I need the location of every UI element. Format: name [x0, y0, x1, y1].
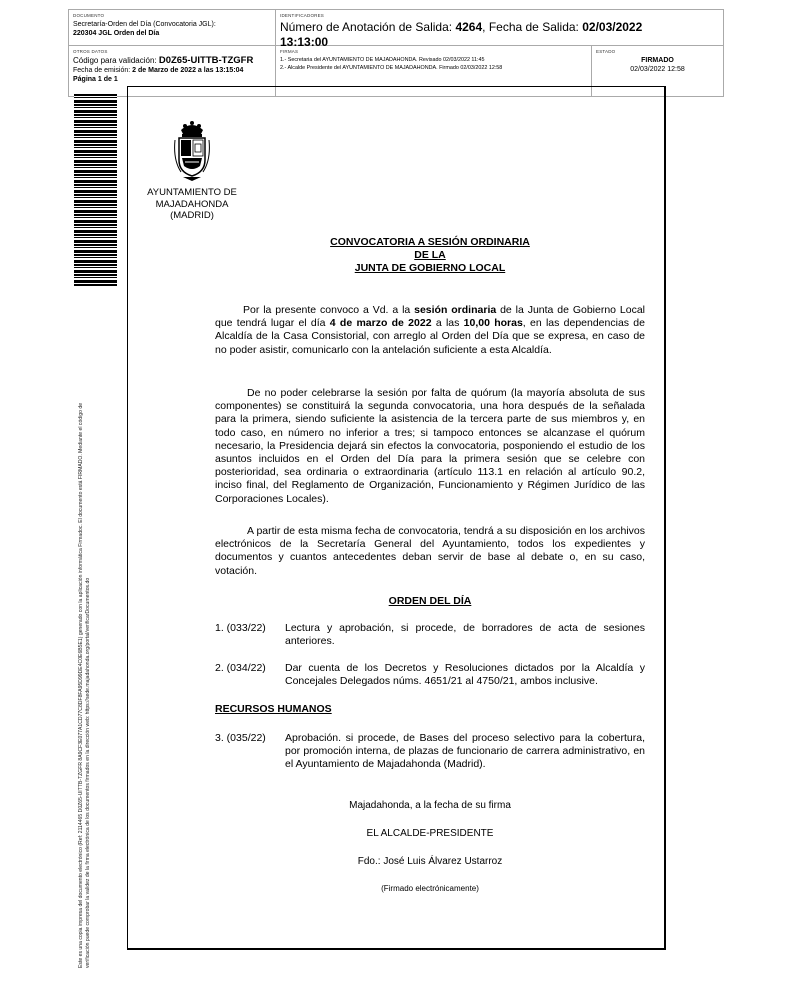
anotacion-number: 4264 — [455, 20, 483, 34]
municipality-line2: MAJADAHONDA — [155, 198, 229, 210]
agenda-item — [215, 662, 645, 688]
verification-side-text — [78, 308, 92, 968]
signature-place: Majadahonda, a la fecha de su firma — [349, 800, 511, 811]
orden-del-dia-heading: ORDEN DEL DÍA — [388, 595, 472, 607]
firma-2: 2.- Alcalde Presidente del AYUNTAMIENTO DE MAJADAHONDA. Firmado 02/03/2022 12:58 — [280, 65, 503, 71]
codigo-prefix: Código para validación: — [73, 56, 159, 65]
agenda-item-text: Dar cuenta de los Decretos y Resoluciones dictados por la Alcaldía y Concejales Delegados núms. 4651/21 al 4750/21, ambos inclusive. — [285, 662, 645, 688]
p1-sesion: sesión ordinaria — [414, 304, 497, 316]
codigo-validacion: D0Z65-UITTB-TZGFR — [158, 55, 254, 66]
municipality-line3: (MADRID) — [170, 210, 214, 221]
recursos-humanos-heading: RECURSOS HUMANOS — [215, 703, 332, 715]
fecha-salida: 02/03/2022 — [582, 20, 643, 34]
municipality-name — [144, 187, 240, 222]
side-text-line1: Este es una copia impresa del documento electrónico (Ref: 2114465 D0Z65-UITTB-TZGFR 8A9CF3E077A1CD77C8DF8FA95D99DE4C0E6B5E1) generado con la aplicación informática Firmadoc. El documento está FIRMADO. Mediante el código de — [78, 402, 84, 968]
signature-role: EL ALCALDE-PRESIDENTE — [366, 828, 494, 839]
barcode-image — [74, 94, 117, 286]
agenda-item — [215, 622, 645, 648]
document-title — [215, 236, 645, 275]
coat-of-arms-icon — [173, 120, 211, 182]
agenda-item-number: 2. (034/22) — [215, 662, 266, 674]
paragraph-quorum: De no poder celebrarse la sesión por falta de quórum (la mayoría absoluta de sus componentes) se constituirá la segunda convocatoria, una hora después de la señalada para la primera, siendo suficiente la asistencia de la tercera parte de sus miembros y, en todo caso, en número no inferior a tres; si tampoco entonces se alcanzase el quórum necesario, la Presidencia dejará sin efectos la convocatoria, posponiendo el estudio de los asuntos incluidos en el Orden del Día para la primera sesión que se celebre con posterioridad, sea ordinaria o extraordinaria (artículo 113.1 en relación al artículo 90.2, inciso final, del Reglamento de Organización, Funcionamiento y Régimen Jurídico de las Corporaciones Locales). — [215, 387, 645, 505]
title-line1: CONVOCATORIA A SESIÓN ORDINARIA — [330, 236, 530, 248]
title-line3: JUNTA DE GOBIERNO LOCAL — [354, 262, 506, 274]
emision-line — [73, 66, 271, 75]
hora-salida: 13:13:00 — [280, 35, 329, 49]
signature-name: Fdo.: José Luis Álvarez Ustarroz — [357, 856, 503, 867]
documento-line2: 220304 JGL Orden del Día — [73, 30, 160, 37]
title-line2: DE LA — [414, 249, 446, 261]
documento-label: DOCUMENTO — [73, 13, 105, 18]
anotacion-mid: , Fecha de Salida: — [482, 20, 583, 34]
agenda-item — [215, 732, 645, 772]
document-header — [68, 9, 724, 97]
otros-label: OTROS DATOS — [73, 49, 108, 54]
pagina: Página 1 de 1 — [73, 76, 118, 83]
agenda-item-number: 3. (035/22) — [215, 732, 266, 744]
codigo-line — [73, 56, 271, 66]
agenda-item-number: 1. (033/22) — [215, 622, 266, 634]
emision-date: 2 de Marzo de 2022 a las 13:15:04 — [132, 67, 244, 74]
paragraph-archivos: A partir de esta misma fecha de convocatoria, tendrá a su disposición en los archivos electrónicos de la Secretaría General del Ayuntamiento, todos los expedientes y documentos y cuantos antecedentes deban servir de base al debate o, en su caso, votación. — [215, 525, 645, 577]
anotacion-line — [280, 20, 719, 35]
paragraph-convocatoria — [215, 304, 645, 357]
estado-label: ESTADO — [596, 49, 616, 54]
p1-time: 10,00 horas — [463, 317, 523, 330]
p1-text-a: Por la presente convoco a Vd. a la — [243, 304, 415, 316]
anotacion-prefix: Número de Anotación de Salida: — [280, 20, 456, 34]
estado-value: FIRMADO — [641, 57, 674, 64]
firmas-label: FIRMAS — [280, 49, 299, 54]
side-text-line2: verificación puede comprobar la validez de la firma electrónica de los documentos firmados en la dirección web: https://sede.majadahonda.org/portal/verificarDocumentos.do — [85, 577, 91, 968]
p1-text-e: a las — [431, 317, 464, 330]
p1-text-c: de la Junta de Gobierno Local que tendrá lugar el día — [215, 304, 645, 330]
identificadores-cell — [275, 10, 723, 49]
firma-1: 1.- Secretaria del AYUNTAMIENTO DE MAJADAHONDA. Revisado 02/03/2022 11:45 — [280, 57, 485, 63]
identificadores-label: IDENTIFICADORES — [280, 13, 325, 18]
documento-line1: Secretaría-Orden del Día (Convocatoria JGL): — [73, 21, 216, 28]
p1-text-g: , en las dependencias de Alcaldía de la Casa Consistorial, con arreglo al Orden del Día que se expresa, en caso de no poder asistir, comunicarlo con la antelación suficiente a esta Alcaldía. — [215, 317, 645, 356]
p1-date: 4 de marzo de 2022 — [329, 317, 432, 330]
signature-note: (Firmado electrónicamente) — [381, 884, 479, 893]
municipality-line1: AYUNTAMIENTO DE — [147, 187, 237, 198]
estado-fecha: 02/03/2022 12:58 — [630, 66, 685, 73]
agenda-item-text: Aprobación. si procede, de Bases del proceso selectivo para la cobertura, por promoción interna, de plazas de funcionario de carrera administrativo, en el Ayuntamiento de Majadahonda (Madrid). — [285, 732, 645, 771]
emision-prefix: Fecha de emisión: — [73, 67, 133, 74]
agenda-item-text: Lectura y aprobación, si procede, de borradores de acta de sesiones anteriores. — [285, 622, 645, 648]
documento-cell — [69, 10, 275, 45]
